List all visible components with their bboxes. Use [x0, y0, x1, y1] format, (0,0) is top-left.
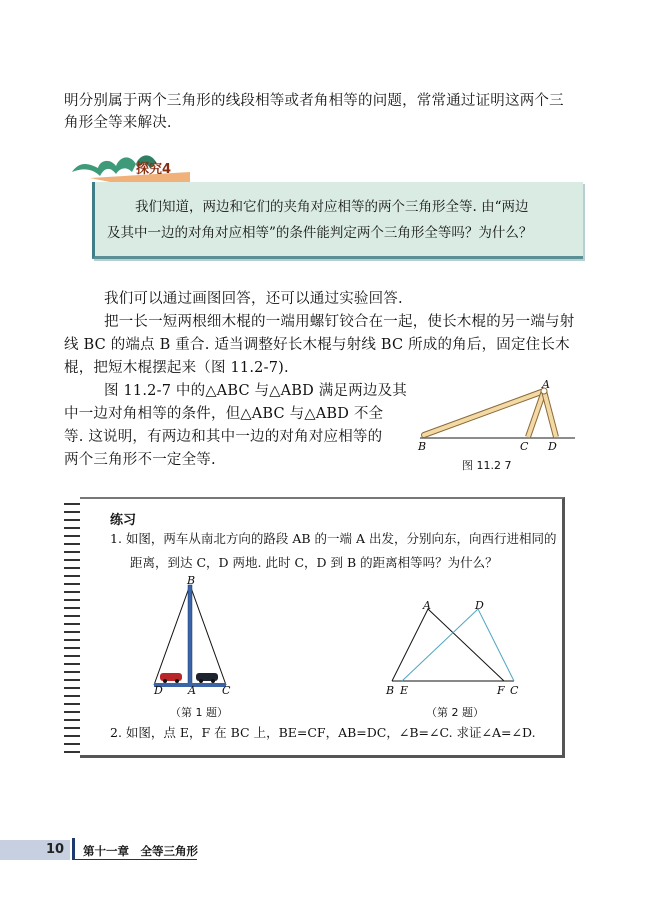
question-1-line-2: 距离，到达 C，D 两地. 此时 C，D 到 B 的距离相等吗？为什么？	[130, 555, 498, 570]
body-paragraph-3-line-3: 等. 这说明，有两边和其中一边的对角对应相等的	[64, 429, 383, 445]
fig-label-c: C	[520, 440, 529, 453]
q2-label-a: A	[423, 599, 431, 612]
page-number: 10	[46, 842, 65, 857]
intro-line-1: 明分别属于两个三角形的线段相等或者角相等的问题，常常通过证明这两个三	[64, 93, 564, 109]
q2-label-f: F	[497, 684, 505, 697]
chapter-title: 第十一章 全等三角形	[83, 844, 198, 858]
body-paragraph-2-line-1: 把一长一短两根细木棍的一端用螺钉铰合在一起，使长木棍的另一端与射	[104, 314, 575, 330]
explore-label: 探究4	[136, 162, 172, 177]
question-2: 2. 如图，点 E，F 在 BC 上，BE=CF，AB=DC，∠B=∠C. 求证∠A=∠D.	[110, 725, 536, 740]
fig-label-b: B	[418, 440, 427, 453]
question-2-figure	[388, 603, 518, 683]
explore-line-2: 及其中一边的对角对应相等”的条件能判定两个三角形全等吗？为什么？	[107, 225, 533, 241]
body-paragraph-2-line-3: 棍，把短木棍摆起来（图 11.2-7).	[64, 360, 289, 376]
q2-label-b: B	[386, 684, 395, 697]
q1-label-c: C	[222, 684, 231, 697]
q2-label-c: C	[510, 684, 519, 697]
practice-box	[80, 497, 565, 758]
body-paragraph-3-line-4: 两个三角形不一定全等.	[64, 452, 216, 468]
footer-underline	[75, 859, 197, 860]
q1-label-a: A	[188, 684, 196, 697]
explore-box	[92, 182, 583, 259]
question-1-line-1: 1. 如图，两车从南北方向的路段 AB 的一端 A 出发，分别向东，向西行进相同的	[110, 531, 557, 546]
question-1-figure	[152, 581, 242, 691]
footer-divider	[72, 838, 75, 860]
q1-label-b: B	[187, 574, 196, 587]
body-paragraph-2-line-2: 线 BC 的端点 B 重合. 适当调整好长木棍与射线 BC 所成的角后，固定住长木	[64, 337, 570, 353]
body-paragraph-1: 我们可以通过画图回答，还可以通过实验回答.	[104, 291, 403, 307]
body-paragraph-3-line-2: 中一边对角相等的条件，但△ABC 与△ABD 不全	[64, 406, 384, 422]
intro-line-2: 角形全等来解决.	[64, 115, 172, 131]
fig-label-d: D	[548, 440, 557, 453]
q2-label-e: E	[400, 684, 409, 697]
explore-banner-icon	[70, 150, 190, 186]
fig-label-a: A	[542, 378, 550, 391]
q2-label-d: D	[475, 599, 484, 612]
figure-caption: 图 11.2 7	[462, 459, 512, 472]
q1-caption: （第 1 题）	[170, 706, 228, 719]
q1-label-d: D	[154, 684, 163, 697]
practice-title: 练习	[110, 513, 137, 528]
q2-caption: （第 2 题）	[426, 706, 484, 719]
explore-line-1: 我们知道，两边和它们的夹角对应相等的两个三角形全等. 由“两边	[135, 199, 529, 215]
body-paragraph-3-line-1: 图 11.2-7 中的△ABC 与△ABD 满足两边及其	[104, 383, 407, 399]
